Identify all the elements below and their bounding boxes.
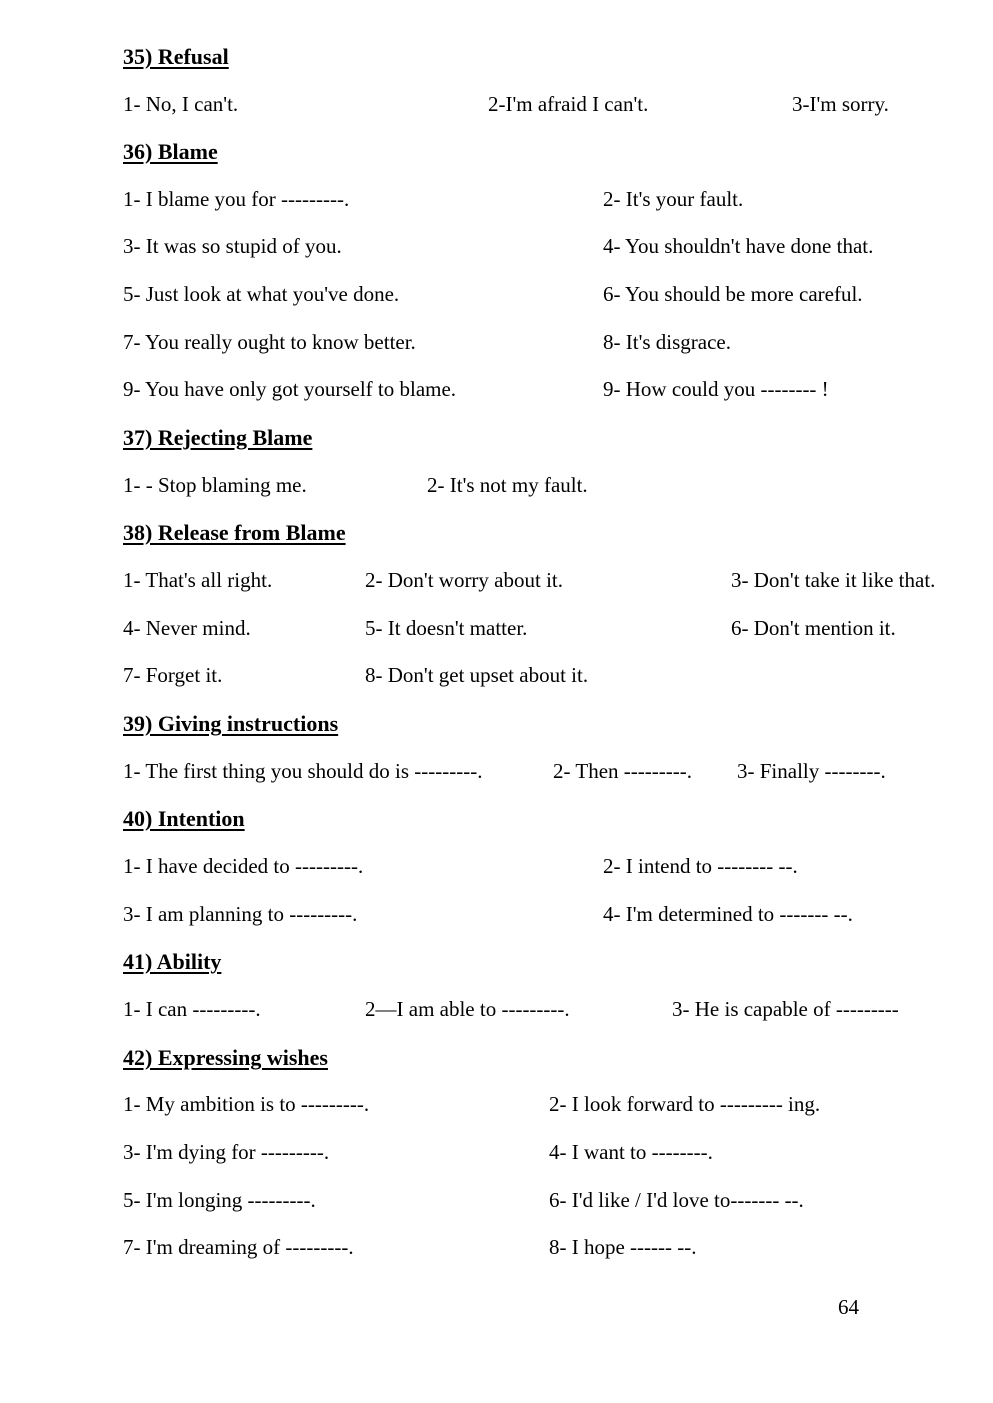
phrase-item: 3- Finally --------. [737,759,886,783]
phrase-item: 5- Just look at what you've done. [123,282,400,306]
phrase-item: 1- No, I can't. [123,92,239,116]
phrase-item: 5- I'm longing ---------. [123,1188,316,1212]
phrase-item: 1- My ambition is to ---------. [123,1092,370,1116]
phrase-item: 2- I intend to -------- --. [603,854,798,878]
section-heading-rejecting-blame: 37) Rejecting Blame [123,425,313,450]
phrase-item: 1- I blame you for ---------. [123,187,350,211]
phrase-item: 7- Forget it. [123,663,223,687]
phrase-item: 9- How could you -------- ! [603,377,829,401]
phrase-item: 4- Never mind. [123,616,251,640]
phrase-item: 2- It's your fault. [603,187,744,211]
phrase-item: 4- I want to --------. [549,1140,713,1164]
phrase-item: 1- That's all right. [123,568,273,592]
phrase-item: 6- I'd like / I'd love to------- --. [549,1188,804,1212]
phrase-item: 7- You really ought to know better. [123,330,416,354]
phrase-item: 8- It's disgrace. [603,330,731,354]
phrase-item: 6- You should be more careful. [603,282,863,306]
phrase-item: 2-I'm afraid I can't. [488,92,649,116]
section-heading-intention: 40) Intention [123,806,245,831]
section-heading-expressing-wishes: 42) Expressing wishes [123,1045,328,1070]
phrase-item: 4- I'm determined to ------- --. [603,902,853,926]
phrase-item: 2—I am able to ---------. [365,997,570,1021]
section-heading-blame: 36) Blame [123,139,218,164]
section-heading-release-from-blame: 38) Release from Blame [123,520,346,545]
page-number: 64 [838,1295,859,1319]
phrase-item: 1- - Stop blaming me. [123,473,307,497]
phrase-item: 2- Don't worry about it. [365,568,564,592]
phrase-item: 6- Don't mention it. [731,616,896,640]
phrase-item: 3- Don't take it like that. [731,568,936,592]
phrase-item: 2- Then ---------. [553,759,692,783]
section-heading-refusal: 35) Refusal [123,44,229,69]
phrase-item: 4- You shouldn't have done that. [603,234,874,258]
phrase-item: 3- He is capable of --------- [672,997,899,1021]
phrase-item: 8- I hope ------ --. [549,1235,697,1259]
phrase-item: 2- I look forward to --------- ing. [549,1092,821,1116]
phrase-item: 1- I can ---------. [123,997,261,1021]
phrase-item: 1- I have decided to ---------. [123,854,364,878]
phrase-item: 1- The first thing you should do is ---------. [123,759,483,783]
section-heading-giving-instructions: 39) Giving instructions [123,711,339,736]
phrase-item: 3- It was so stupid of you. [123,234,342,258]
phrase-item: 9- You have only got yourself to blame. [123,377,457,401]
phrase-item: 5- It doesn't matter. [365,616,528,640]
phrase-item: 3- I am planning to ---------. [123,902,358,926]
phrase-item: 7- I'm dreaming of ---------. [123,1235,354,1259]
phrase-item: 2- It's not my fault. [427,473,588,497]
phrase-item: 3-I'm sorry. [792,92,889,116]
section-heading-ability: 41) Ability [123,949,222,974]
phrase-item: 3- I'm dying for ---------. [123,1140,330,1164]
phrase-item: 8- Don't get upset about it. [365,663,589,687]
